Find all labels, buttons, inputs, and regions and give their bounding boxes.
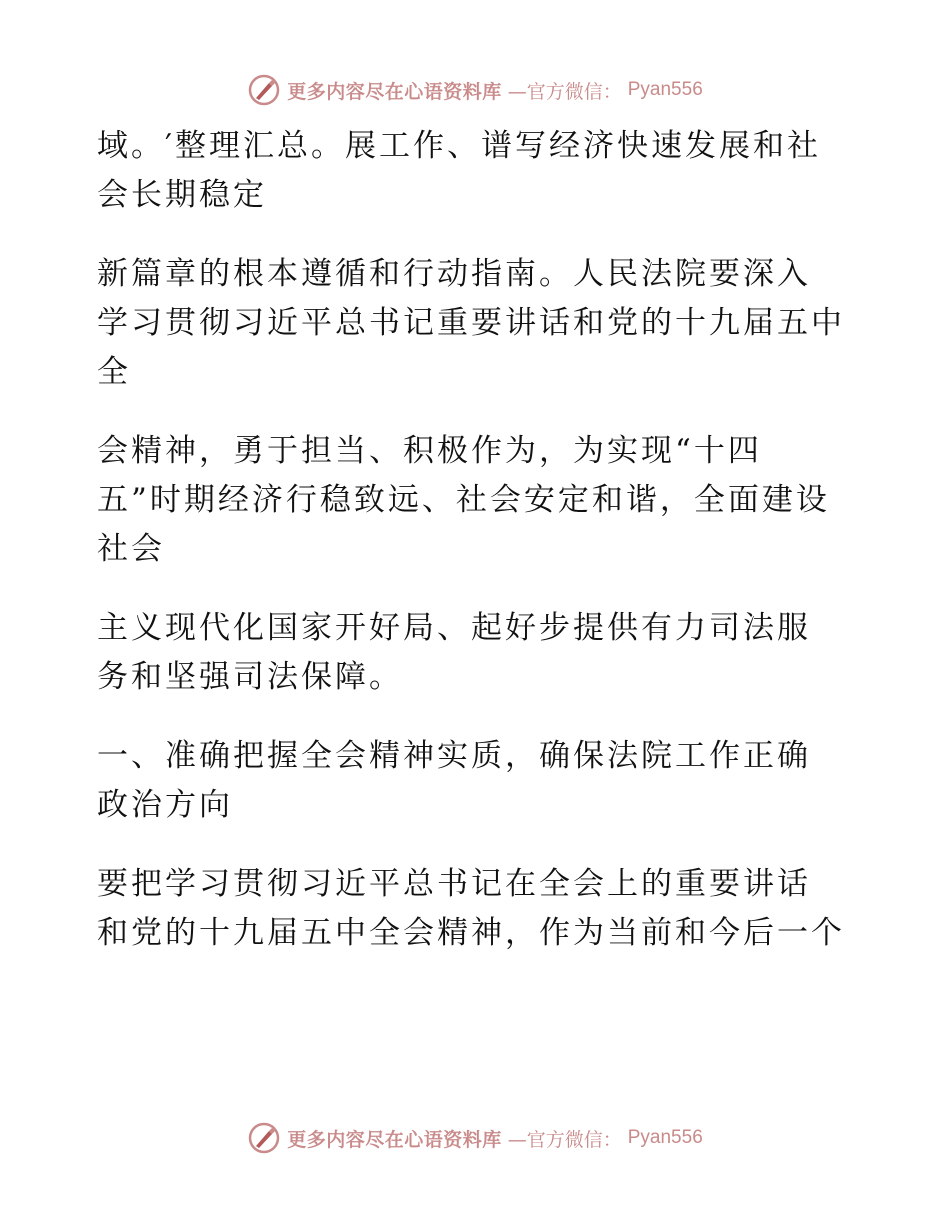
pen-logo-icon: [247, 1121, 281, 1155]
paragraph: 要把学习贯彻习近平总书记在全会上的重要讲话 和党的十九届五中全会精神，作为当前和今后一个: [97, 866, 845, 951]
watermark-separator: —官方微信：: [507, 80, 622, 103]
paragraph: 会精神，勇于担当、积极作为，为实现“十四 五”时期经济行稳致远、社会安定和谐，全面建设 社会: [97, 433, 830, 567]
paragraph: 主义现代化国家开好局、起好步提供有力司法服 务和坚强司法保障。: [97, 610, 811, 695]
header-watermark: [0, 70, 950, 110]
paragraph: 域。′整理汇总。展工作、谱写经济快速发展和社 会长期稳定: [97, 128, 822, 213]
watermark-text: 更多内容尽在心语资料库: [287, 80, 502, 103]
watermark-text: 更多内容尽在心语资料库: [287, 1128, 502, 1151]
watermark-separator: —官方微信：: [507, 1128, 622, 1151]
document-body: [97, 122, 857, 988]
paragraph: 一、准确把握全会精神实质，确保法院工作正确 政治方向: [97, 738, 811, 823]
watermark-account: Pyan556: [627, 1127, 703, 1148]
pen-logo-icon: [247, 73, 281, 107]
footer-watermark: [0, 1118, 950, 1158]
watermark-account: Pyan556: [627, 79, 703, 100]
paragraph: 新篇章的根本遵循和行动指南。人民法院要深入 学习贯彻习近平总书记重要讲话和党的十九届五中 全: [97, 256, 845, 390]
